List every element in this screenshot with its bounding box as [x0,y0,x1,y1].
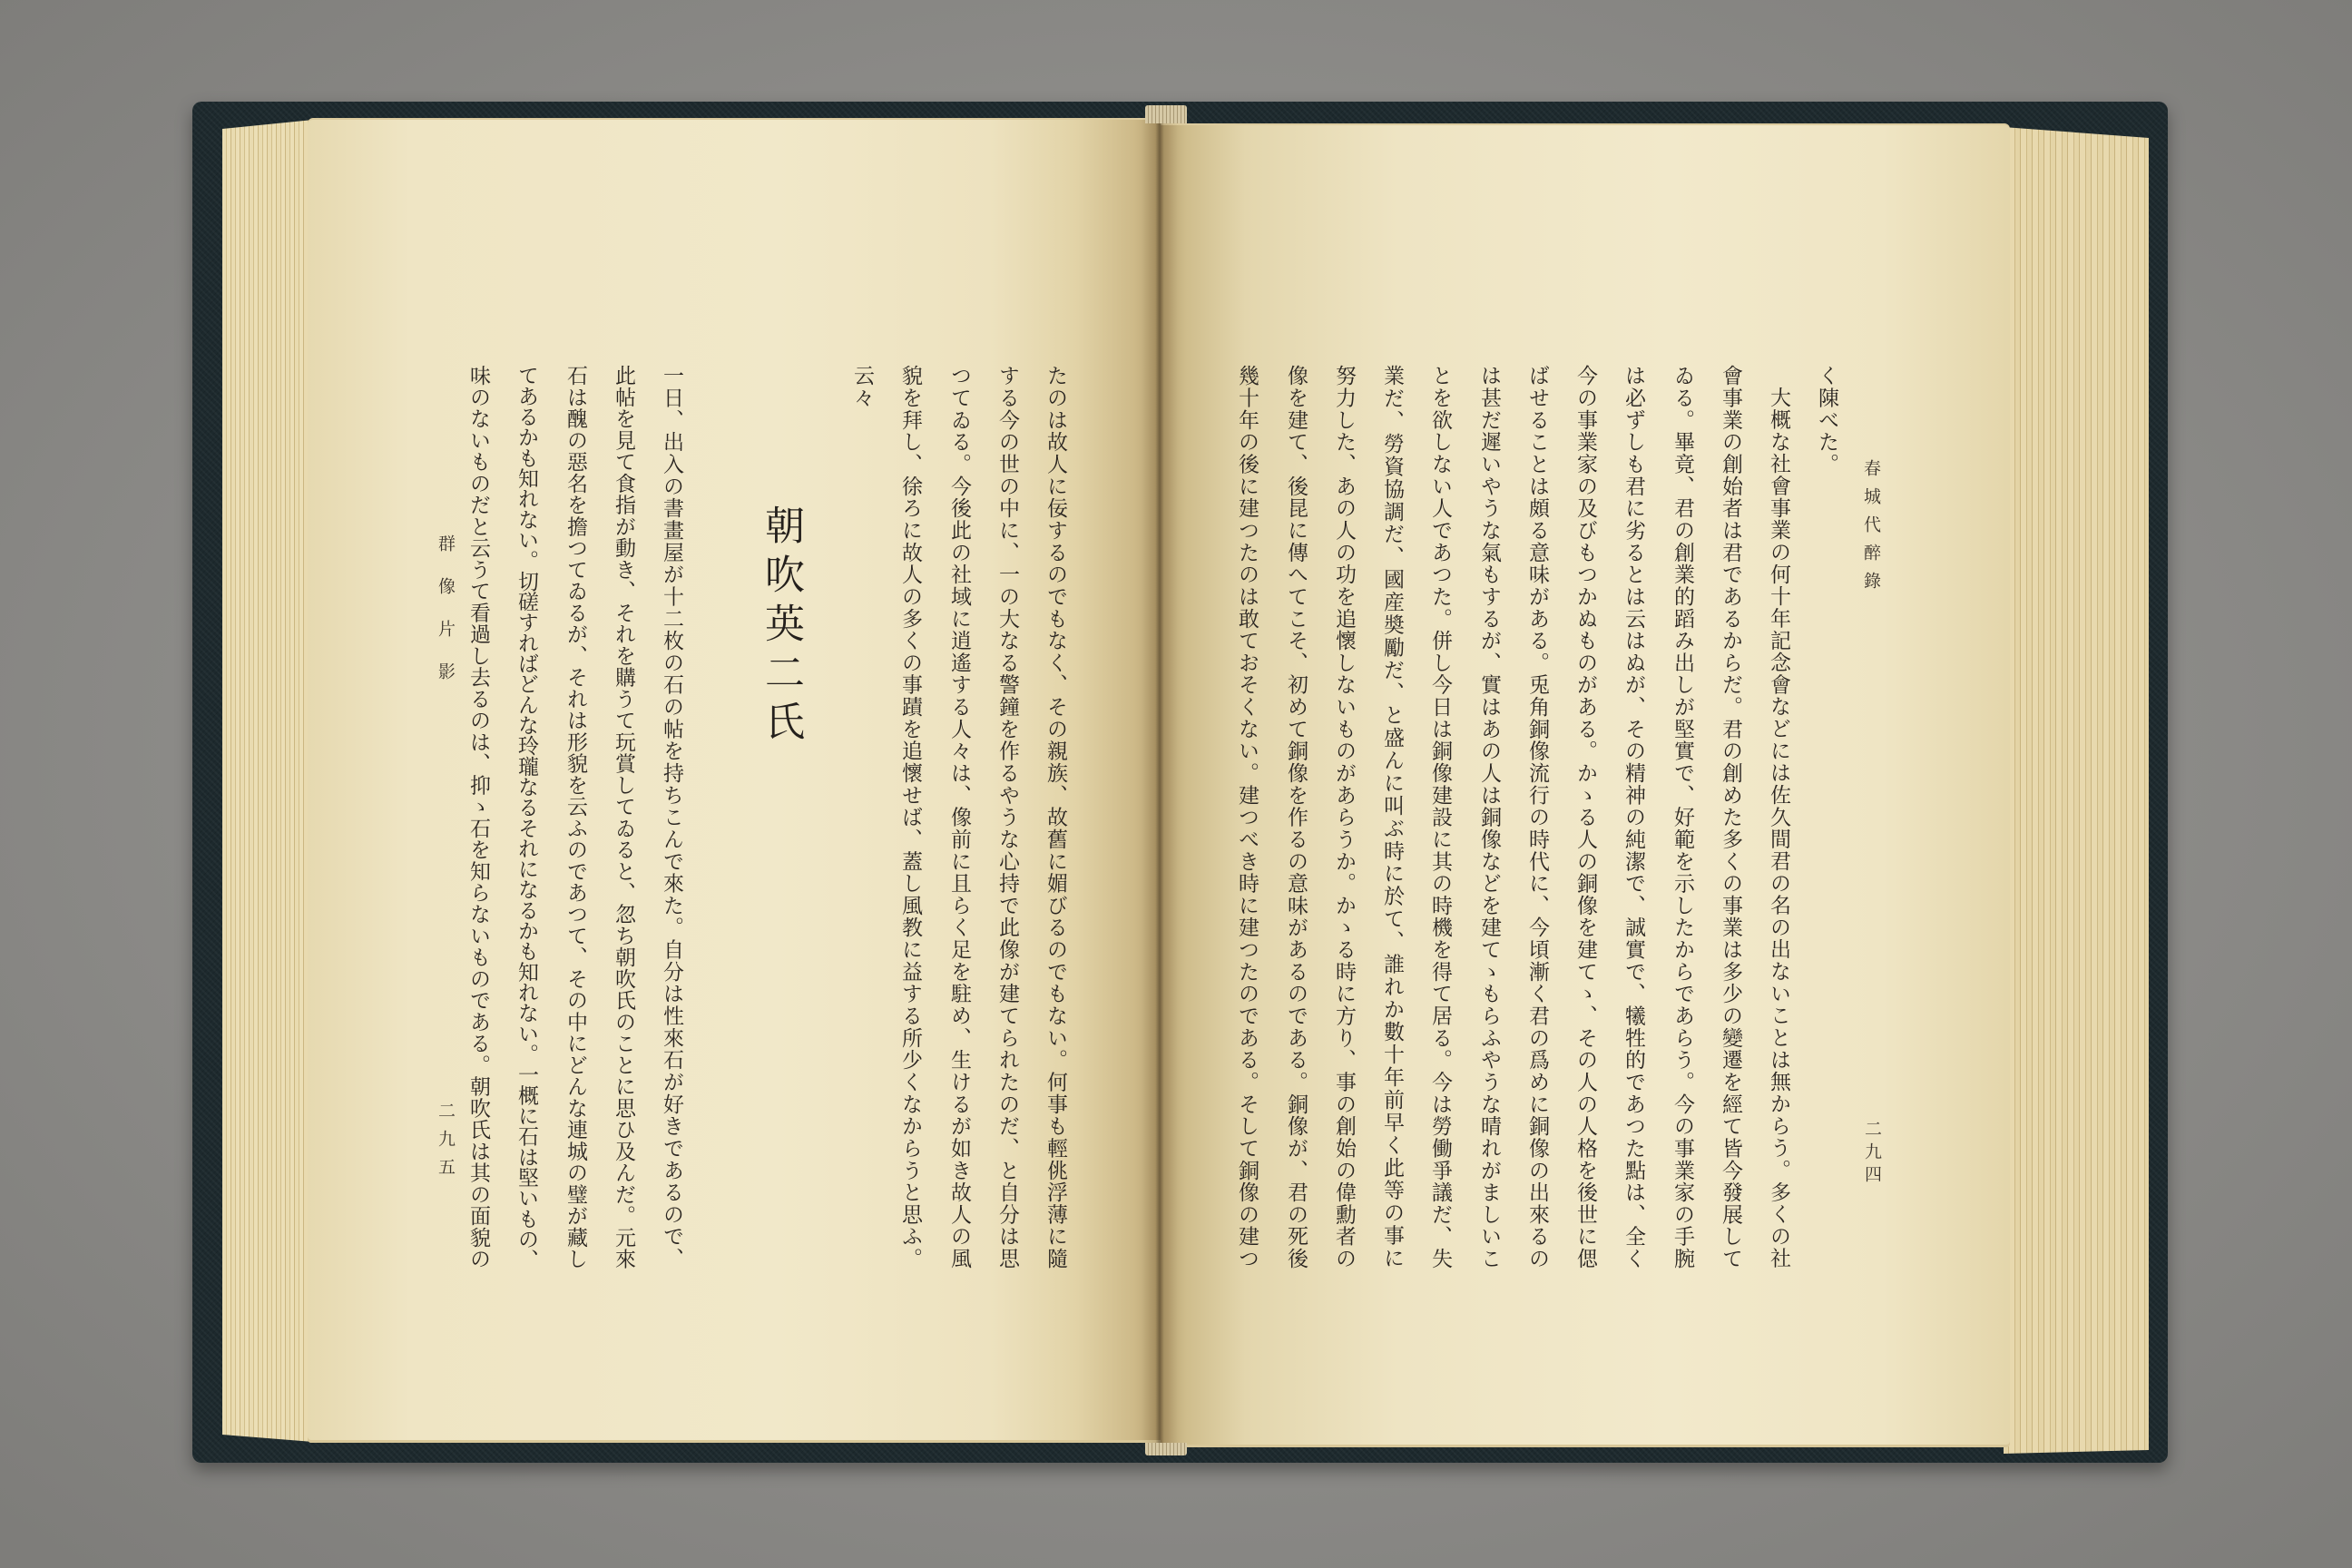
text-column: 云々 [850,365,874,409]
section-title: 朝吹英二氏 [758,505,804,750]
text-column: は甚だ遲いやうな氣もするが、實はあの人は銅像などを建てゝもらふやうな晴れがましいこ [1477,365,1501,1270]
right-page [1161,123,2010,1447]
running-head: 春城代醉錄 [1861,459,1881,600]
text-column: 大概な社會事業の何十年記念會などには佐久間君の名の出ないことは無からう。多くの社 [1767,387,1790,1269]
text-column: 石は醜の惡名を擔つてゐるが、それは形貌を云ふのであつて、その中にどんな連城の璧が藏し [564,365,587,1270]
text-column: たのは故人に佞するのでもなく、その親族、故舊に媚びるのでもない。何事も輕佻浮薄に隨 [1044,365,1067,1270]
text-column: 業だ、勞資協調だ、國産奬勵だ、と盛んに叫ぶ時に於て、誰れか數十年前早く此等の事に [1380,365,1404,1270]
spine-tailband [1145,1443,1187,1455]
text-column: く陳べた。 [1815,365,1838,475]
text-column: とを欲しない人であつた。併し今日は銅像建設に其の時機を得て居る。今は勞働爭議だ、失 [1428,365,1452,1270]
text-column: ばせることは頗る意味がある。兎角銅像流行の時代に、今頃漸く君の爲めに銅像の出來るの [1525,365,1549,1270]
text-column: 今の事業家の及びもつかぬものがある。かゝる人の銅像を建てゝ、その人の人格を後世に偲 [1573,365,1597,1270]
text-column: 此帖を見て食指が動き、それを購うて玩賞してゐると、忽ち朝吹氏のことに思ひ及んだ。元來 [612,365,635,1270]
text-column: つてゐる。今後此の社域に逍遙する人々は、像前に且らく足を駐め、生けるが如き故人の風 [947,365,971,1270]
text-column: する今の世の中に、一の大なる警鐘を作るやうな心持で此像が建てられたのだ、と自分は思 [995,365,1019,1270]
text-column: は必ずしも君に劣るとは云はぬが、その精神の純潔で、誠實で、犧牲的であつた點は、全く [1622,365,1645,1270]
gutter-shadow [1142,116,1178,1450]
page-edges-right [2004,127,2149,1454]
text-column: 味のないものだと云うて看過し去るのは、抑ゝ石を知らないものである。朝吹氏は其の面貌の [466,365,490,1270]
running-head: 群像片影 [436,534,456,705]
text-column: 會事業の創始者は君であるからだ。君の創めた多くの事業は多少の變遷を經て皆今發展して [1719,365,1742,1270]
text-column: 貌を拜し、徐ろに故人の多くの事蹟を追懷せば、蓋し風教に益する所少くなからうと思ふ。 [898,365,922,1270]
text-column: 像を建て、後昆に傳へてこそ、初めて銅像を作るの意味があるのである。銅像が、君の死後 [1284,365,1308,1270]
left-page [308,118,1161,1443]
text-column: 努力した、あの人の功を追懷しないものがあらうか。かゝる時に方り、事の創始の偉勳者の [1332,365,1356,1270]
page-edges-left [222,120,313,1442]
page-number: 二九五 [436,1102,456,1186]
spine-headband [1145,105,1187,123]
text-column: てあるかも知れない。切磋すればどんな玲瓏なるそれになるかも知れない。一概に石は堅いもの、 [514,365,538,1270]
page-number: 二九四 [1862,1120,1882,1188]
text-column: 一日、出入の書畫屋が十二枚の石の帖を持ちこんで來た。自分は性來石が好きであるので、 [660,365,683,1270]
text-column: ゐる。畢竟、君の創業的蹈み出しが堅實で、好範を示したからであらう。今の事業家の手腕 [1671,365,1694,1270]
text-column: 幾十年の後に建つたのは敢ておそくない。建つべき時に建つたのである。そして銅像の建つ [1235,365,1259,1270]
